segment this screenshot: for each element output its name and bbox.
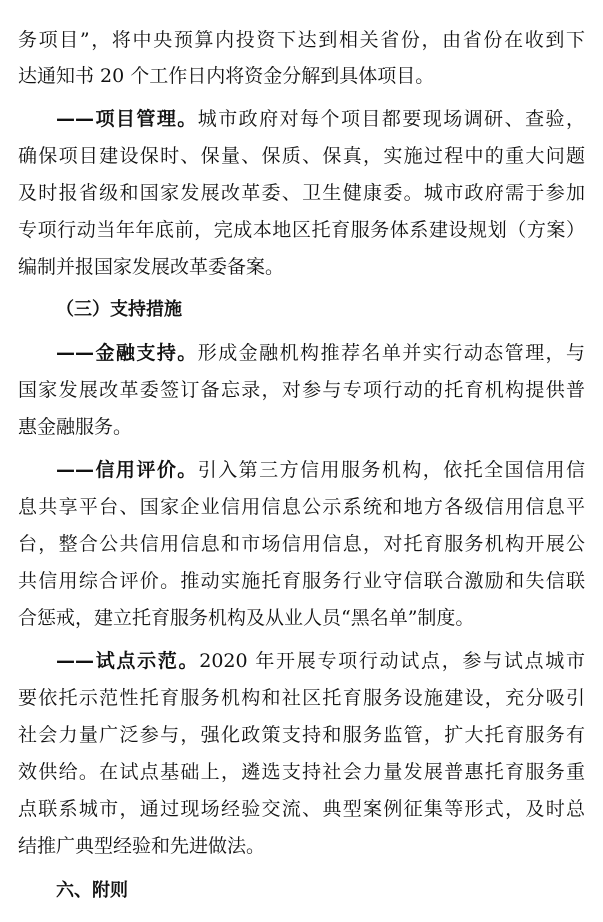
section-heading-support-measures: （三）支持措施 [56,299,182,320]
paragraph-line-credit-evaluation [56,458,585,482]
paragraph-text: 城市政府对每个项目都要现场调研、查验， [197,108,585,130]
paragraph-line: 惠金融服务。 [18,416,133,438]
paragraph-line: 社会力量广泛参与，强化政策支持和服务监管，扩大托育服务有 [18,724,585,746]
section-lead-pilot-demonstration: ——试点示范。 [56,650,200,672]
paragraph-line-project-management [56,107,585,131]
paragraph-line: 合惩戒，建立托育服务机构及从业人员“黑名单”制度。 [18,607,475,629]
paragraph-line: 达通知书 20 个工作日内将资金分解到具体项目。 [18,65,435,87]
paragraph-line: 要依托示范性托育服务机构和社区托育服务设施建设，充分吸引 [18,687,585,709]
paragraph-line: 台，整合公共信用信息和市场信用信息，对托育服务机构开展公 [18,533,585,555]
paragraph-line: 共信用综合评价。推动实施托育服务行业守信联合激励和失信联 [18,570,585,592]
paragraph-line: 专项行动当年年底前，完成本地区托育服务体系建设规划（方案） [18,219,585,241]
paragraph-text: 引入第三方信用服务机构，依托全国信用信 [197,459,585,481]
paragraph-text: 2020 年开展专项行动试点，参与试点城市 [199,650,585,672]
paragraph-line: 息共享平台、国家企业信用信息公示系统和地方各级信用信息平 [18,496,585,518]
paragraph-line: 务项目”，将中央预算内投资下达到相关省份，由省份在收到下 [18,29,585,51]
paragraph-line: 确保项目建设保时、保量、保质、保真，实施过程中的重大问题 [18,145,585,167]
paragraph-line: 编制并报国家发展改革委备案。 [18,256,285,278]
paragraph-line: 及时报省级和国家发展改革委、卫生健康委。城市政府需于参加 [18,182,585,204]
paragraph-line: 结推广典型经验和先进做法。 [18,835,266,857]
paragraph-text: 形成金融机构推荐名单并实行动态管理，与 [197,342,585,364]
section-lead-credit-evaluation: ——信用评价。 [56,459,198,481]
section-lead-project-management: ——项目管理。 [56,108,198,130]
section-lead-financial-support: ——金融支持。 [56,342,198,364]
paragraph-line: 效供给。在试点基础上，遴选支持社会力量发展普惠托育服务重 [18,761,585,783]
paragraph-line: 点联系城市，通过现场经验交流、典型案例征集等形式，及时总 [18,798,585,820]
paragraph-line-pilot-demonstration [56,649,585,673]
paragraph-line: 国家发展改革委签订备忘录，对参与专项行动的托育机构提供普 [18,379,585,401]
chapter-heading-appendix: 六、附则 [56,880,128,901]
paragraph-line-financial-support [56,341,585,365]
